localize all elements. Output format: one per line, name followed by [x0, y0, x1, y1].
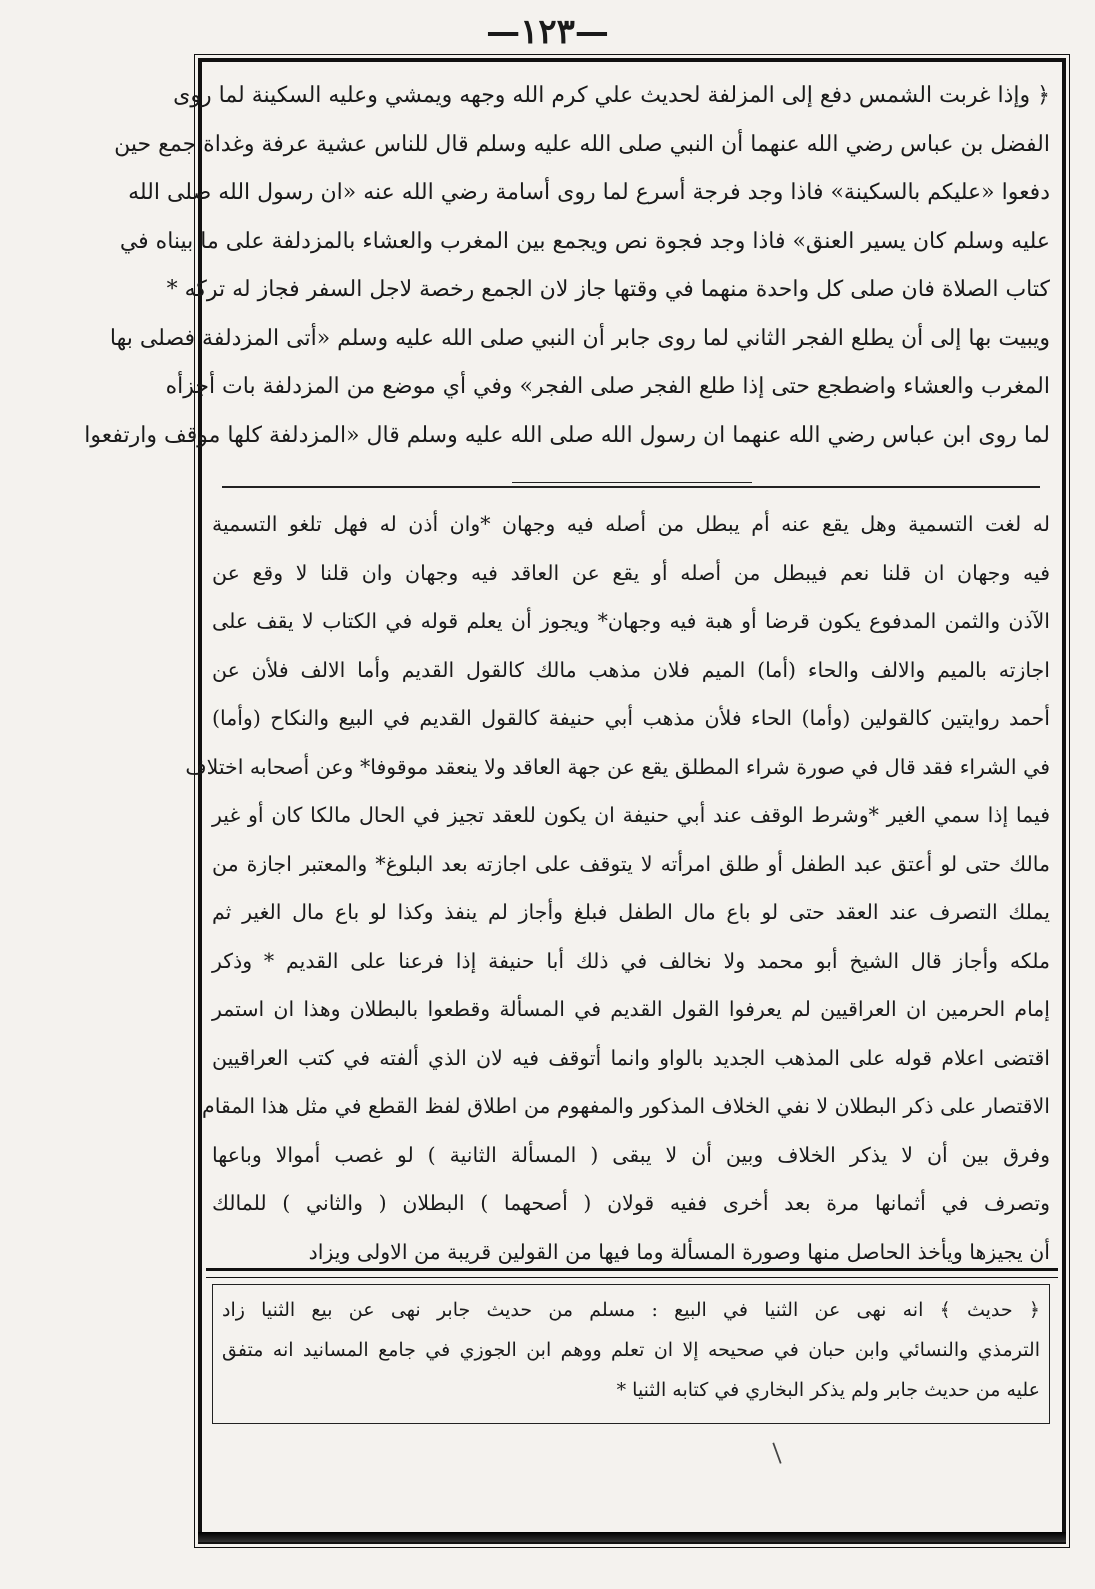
- footnote-line: عليه من حديث جابر ولم يذكر البخاري في كتابه الثنيا *: [616, 1379, 1040, 1401]
- main-text-line: الفضل بن عباس رضي الله عنهما أن النبي صلى الله عليه وسلم قال للناس عشية عرفة وغداة جمع حين: [114, 131, 1050, 157]
- main-text: [84, 72, 1050, 472]
- commentary-line: في الشراء فقد قال في صورة شراء المطلق يقع عن جهة العاقد ولا ينعقد موقوفا* وعن أصحابه اختلاف: [185, 754, 1050, 779]
- commentary-line: أن يجيزها ويأخذ الحاصل منها وصورة المسألة وما فيها من القولين قريبة من الاولى ويزاد: [308, 1239, 1050, 1264]
- commentary-text: [185, 500, 1050, 1264]
- main-text-line: لما روى ابن عباس رضي الله عنهما ان رسول الله صلى الله عليه وسلم قال «المزدلفة كلها موقف وارتفعوا: [84, 422, 1050, 448]
- page-number: —١٢٣—: [486, 12, 609, 52]
- commentary-line: الآذن والثمن المدفوع يكون قرضا أو هبة فيه وجهان* ويجوز أن يعلم قوله في الكتاب لا يقف على: [212, 609, 1050, 633]
- footnote-text: [222, 1290, 1040, 1420]
- scan-mark: |: [768, 1439, 785, 1466]
- section-divider: [222, 486, 1040, 488]
- commentary-line: يملك التصرف عند العقد حتى لو باع مال الطفل فبلغ وأجاز لم ينفذ وكذا لو باع مال الغير ثم: [212, 900, 1050, 924]
- commentary-line: الاقتصار على ذكر البطلان لا نفي الخلاف المذكور والمفهوم من اطلاق لفظ القطع في مثل هذا المقام: [202, 1094, 1050, 1118]
- commentary-line: اجازته بالميم والالف والحاء (أما) الميم فلان مذهب مالك كالقول القديم وأما الالف فلأن عن: [212, 657, 1050, 682]
- main-text-line: ﴿ وإذا غربت الشمس دفع إلى المزلفة لحديث علي كرم الله وجهه ويمشي وعليه السكينة لما روى: [173, 83, 1050, 108]
- main-text-line: كتاب الصلاة فان صلى كل واحدة منهما في وقتها جاز لان الجمع رخصة لاجل السفر فجاز له تركه *: [166, 277, 1050, 302]
- commentary-line: اقتضى اعلام قوله على المذهب الجديد بالواو وانما أتوقف فيه لان الذي ألفته في كتب العراقيين: [212, 1045, 1050, 1070]
- main-text-line: المغرب والعشاء واضطجع حتى إذا طلع الفجر صلى الفجر» وفي أي موضع من المزدلفة بات أجزأه: [165, 374, 1050, 399]
- frame-bottom-rule: [198, 1532, 1066, 1542]
- commentary-line: له لغت التسمية وهل يقع عنه أم يبطل من أصله فيه وجهان *وان أذن له فهل تلغو التسمية: [212, 512, 1050, 536]
- main-text-line: ويبيت بها إلى أن يطلع الفجر الثاني لما روى جابر أن النبي صلى الله عليه وسلم «أتى المزدلفة فصلى بها: [109, 325, 1050, 351]
- main-text-line: دفعوا «عليكم بالسكينة» فاذا وجد فرجة أسرع لما روى أسامة رضي الله عنه «ان رسول الله صلى الله: [128, 180, 1050, 205]
- commentary-line: أحمد روايتين كالقولين (وأما) الحاء فلأن مذهب أبي حنيفة كالقول القديم في البيع والنكاح (وأما): [212, 706, 1050, 730]
- commentary-line: فيه وجهان ان قلنا نعم فيبطل من أصله أو يقع عن العاقد فيه وجهان وان قلنا لا وقع عن: [212, 560, 1050, 585]
- commentary-line: فيما إذا سمي الغير *وشرط الوقف عند أبي حنيفة ان يكون للعقد تجيز في الحال مالكا كان أو غير: [212, 803, 1050, 827]
- footnote-divider: [206, 1268, 1058, 1278]
- footnote-line: ﴿ حديث ﴾ انه نهى عن الثنيا في البيع : مسلم من حديث جابر نهى عن بيع الثنيا زاد: [222, 1299, 1040, 1321]
- commentary-line: مالك حتى لو أعتق عبد الطفل أو طلق امرأته لا يتوقف على اجازته بعد البلوغ* والمعتبر اجازة من: [212, 851, 1050, 876]
- footnote-line: الترمذي والنسائي وابن حبان في صحيحه إلا ان تعلم ووهم ابن الجوزي في جامع المسانيد انه متفق: [222, 1339, 1040, 1361]
- commentary-line: وتصرف في أثمانها مرة بعد أخرى ففيه قولان ( أصحهما ) البطلان ( والثاني ) للمالك: [212, 1191, 1050, 1215]
- commentary-line: وفرق بين أن لا يذكر الخلاف وبين أن لا يبقى ( المسألة الثانية ) لو غصب أموالا وباعها: [212, 1142, 1050, 1167]
- main-text-line: عليه وسلم كان يسير العنق» فاذا وجد فجوة نص ويجمع بين المغرب والعشاء بالمزدلفة على ما بيناه في: [119, 228, 1050, 254]
- commentary-line: ملكه وأجاز قال الشيخ أبو محمد ولا نخالف في ذلك أبا حنيفة إذا فرعنا على القديم * وذكر: [212, 948, 1050, 973]
- commentary-line: إمام الحرمين ان العراقيين لم يعرفوا القول القديم في المسألة وقطعوا بالبطلان وهذا ان استمر: [212, 997, 1050, 1021]
